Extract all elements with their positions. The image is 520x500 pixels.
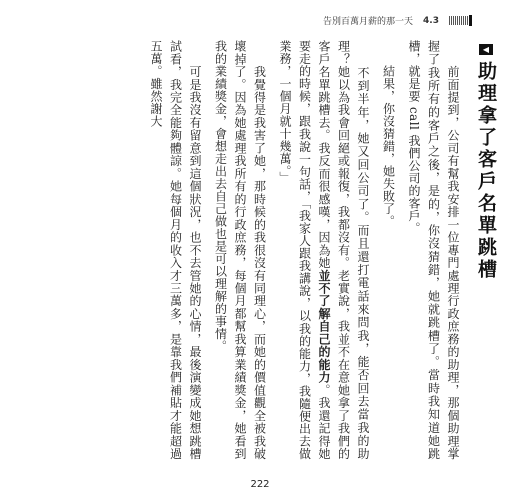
- paragraph: [404, 40, 463, 460]
- paragraph: [210, 40, 269, 460]
- paragraph: [146, 40, 205, 460]
- header-decoration: [449, 16, 472, 26]
- paragraph: [378, 40, 398, 460]
- running-header: [323, 14, 472, 27]
- heading-marker-icon: ◀: [479, 44, 493, 55]
- paragraph-text: 。我還記得她要走的時候，跟我說一句話，「我家人跟我講說，以我的能力，我隨便出去做業務，一個月就十幾萬。」: [278, 40, 331, 460]
- paragraph-text: 可是我沒有留意到這個狀況，也不去管她的心情，最後演變成她想跳槽試看，我完全能夠體諒。她每個月的收入才三萬多，是靠我們補貼才能超過五萬。雖然謝大: [149, 40, 202, 460]
- book-title: 告別百萬月薪的那一天: [323, 17, 414, 27]
- paragraph: [275, 40, 373, 460]
- page-number: 222: [250, 479, 270, 490]
- section-heading: [474, 40, 500, 460]
- paragraph-text: 結果，你沒猜錯，她失敗了。: [381, 40, 396, 228]
- section-number: 4.3: [423, 15, 439, 26]
- emphasis-text: 並不了解自己的能力: [317, 269, 331, 384]
- heading-text: 助理拿了客戶名單跳槽: [475, 61, 497, 281]
- vertical-text-body: [20, 40, 500, 460]
- paragraph-text: 我覺得是我害了她，那時候的我很沒有同理心，而她的價值觀全被我破壞掉了。因為她處理我所有的行政庶務，每個月都幫我算業績獎金，她看到我的業績獎金，會想走出去自己做也是可以理解的事情。: [213, 40, 267, 460]
- paragraph-text: 不到半年，她又回公司了。而且還打電話來問我，能否回去當我的助理？她以為我會回絕或報復，我都沒有。老實說，我並不在意她拿了我們的客戶名單跳槽去。我反而很感嘆，因為她: [317, 40, 370, 460]
- paragraph-text: 前面提到，公司有幫我安排一位專門處理行政庶務的助理，那個助理掌握了我所有的客戶之後，是的，你沒猜錯，她就跳槽了。當時我知道她跳槽，就是要 call 我們公司的客戶。: [407, 40, 460, 460]
